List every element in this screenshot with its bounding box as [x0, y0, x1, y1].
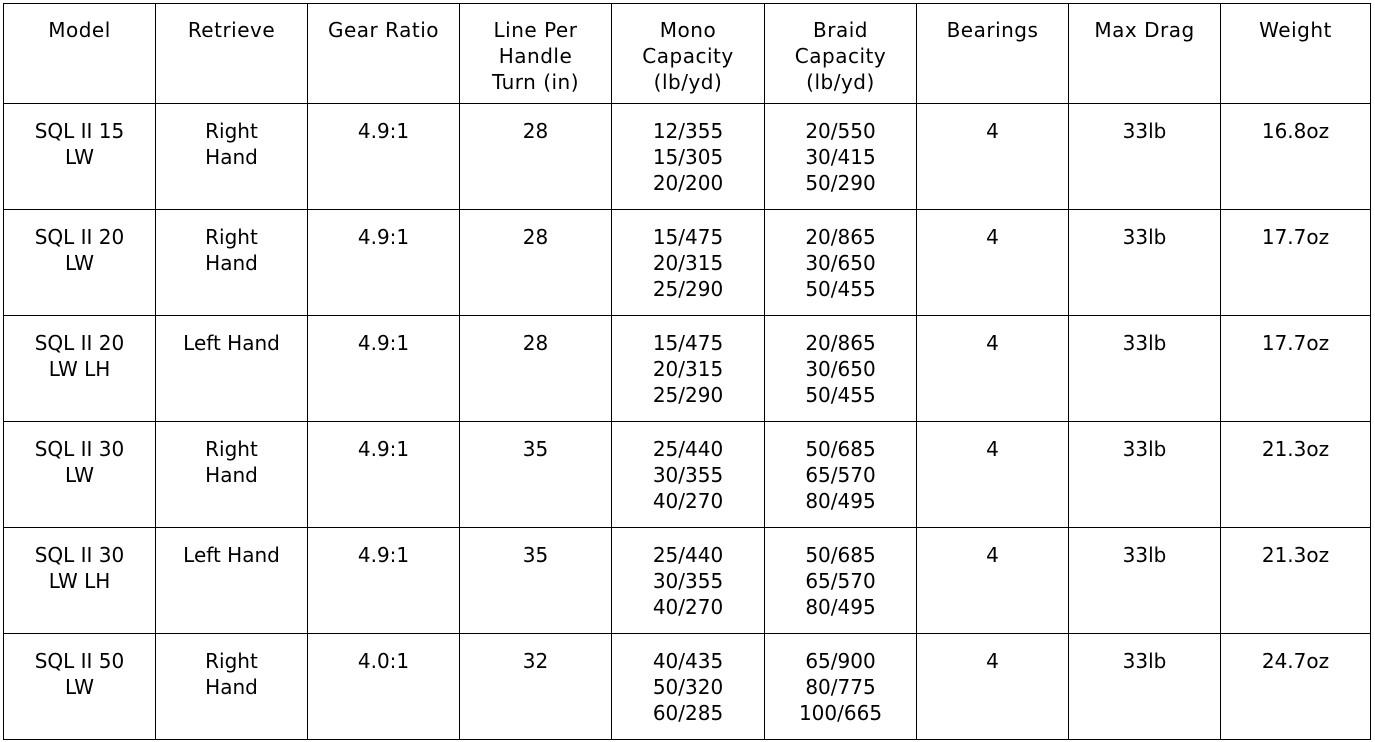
- cell-retrieve: Right Hand: [156, 210, 308, 316]
- cell-model: SQL II 30 LW LH: [4, 528, 156, 634]
- cell-model: SQL II 15 LW: [4, 104, 156, 210]
- cell-max-drag: 33lb: [1069, 634, 1221, 740]
- cell-gear-ratio: 4.9:1: [308, 422, 460, 528]
- header-weight: Weight: [1221, 4, 1371, 104]
- cell-mono-capacity: 12/355 15/305 20/200: [612, 104, 765, 210]
- cell-bearings: 4: [917, 528, 1069, 634]
- cell-retrieve: Right Hand: [156, 104, 308, 210]
- reel-spec-table: [3, 3, 1371, 740]
- cell-mono-capacity: 15/475 20/315 25/290: [612, 210, 765, 316]
- cell-line-per-turn: 28: [460, 104, 612, 210]
- cell-line-per-turn: 35: [460, 528, 612, 634]
- cell-bearings: 4: [917, 104, 1069, 210]
- header-row: [4, 4, 1371, 104]
- cell-weight: 17.7oz: [1221, 210, 1371, 316]
- cell-mono-capacity: 25/440 30/355 40/270: [612, 422, 765, 528]
- table-row: [4, 316, 1371, 422]
- header-model: Model: [4, 4, 156, 104]
- cell-line-per-turn: 35: [460, 422, 612, 528]
- header-bearings: Bearings: [917, 4, 1069, 104]
- cell-braid-capacity: 20/865 30/650 50/455: [765, 316, 917, 422]
- cell-retrieve: Right Hand: [156, 634, 308, 740]
- cell-braid-capacity: 50/685 65/570 80/495: [765, 528, 917, 634]
- cell-bearings: 4: [917, 316, 1069, 422]
- cell-braid-capacity: 65/900 80/775 100/665: [765, 634, 917, 740]
- cell-max-drag: 33lb: [1069, 210, 1221, 316]
- cell-mono-capacity: 15/475 20/315 25/290: [612, 316, 765, 422]
- cell-bearings: 4: [917, 210, 1069, 316]
- spec-table-container: [3, 3, 1371, 740]
- table-row: [4, 634, 1371, 740]
- cell-model: SQL II 30 LW: [4, 422, 156, 528]
- cell-line-per-turn: 32: [460, 634, 612, 740]
- cell-line-per-turn: 28: [460, 210, 612, 316]
- cell-max-drag: 33lb: [1069, 316, 1221, 422]
- cell-mono-capacity: 40/435 50/320 60/285: [612, 634, 765, 740]
- cell-weight: 17.7oz: [1221, 316, 1371, 422]
- cell-model: SQL II 50 LW: [4, 634, 156, 740]
- cell-braid-capacity: 50/685 65/570 80/495: [765, 422, 917, 528]
- cell-weight: 16.8oz: [1221, 104, 1371, 210]
- cell-bearings: 4: [917, 422, 1069, 528]
- header-retrieve: Retrieve: [156, 4, 308, 104]
- table-row: [4, 528, 1371, 634]
- cell-weight: 24.7oz: [1221, 634, 1371, 740]
- header-line-per-handle-turn: Line Per Handle Turn (in): [460, 4, 612, 104]
- cell-braid-capacity: 20/550 30/415 50/290: [765, 104, 917, 210]
- table-row: [4, 422, 1371, 528]
- cell-gear-ratio: 4.9:1: [308, 528, 460, 634]
- cell-braid-capacity: 20/865 30/650 50/455: [765, 210, 917, 316]
- table-row: [4, 210, 1371, 316]
- header-max-drag: Max Drag: [1069, 4, 1221, 104]
- cell-retrieve: Left Hand: [156, 528, 308, 634]
- cell-line-per-turn: 28: [460, 316, 612, 422]
- cell-gear-ratio: 4.9:1: [308, 210, 460, 316]
- cell-gear-ratio: 4.0:1: [308, 634, 460, 740]
- cell-mono-capacity: 25/440 30/355 40/270: [612, 528, 765, 634]
- cell-bearings: 4: [917, 634, 1069, 740]
- cell-gear-ratio: 4.9:1: [308, 316, 460, 422]
- cell-weight: 21.3oz: [1221, 422, 1371, 528]
- cell-retrieve: Left Hand: [156, 316, 308, 422]
- header-gear-ratio: Gear Ratio: [308, 4, 460, 104]
- header-braid-capacity: Braid Capacity (lb/yd): [765, 4, 917, 104]
- cell-model: SQL II 20 LW: [4, 210, 156, 316]
- cell-max-drag: 33lb: [1069, 422, 1221, 528]
- cell-retrieve: Right Hand: [156, 422, 308, 528]
- cell-max-drag: 33lb: [1069, 104, 1221, 210]
- header-mono-capacity: Mono Capacity (lb/yd): [612, 4, 765, 104]
- table-row: [4, 104, 1371, 210]
- cell-max-drag: 33lb: [1069, 528, 1221, 634]
- cell-gear-ratio: 4.9:1: [308, 104, 460, 210]
- cell-model: SQL II 20 LW LH: [4, 316, 156, 422]
- cell-weight: 21.3oz: [1221, 528, 1371, 634]
